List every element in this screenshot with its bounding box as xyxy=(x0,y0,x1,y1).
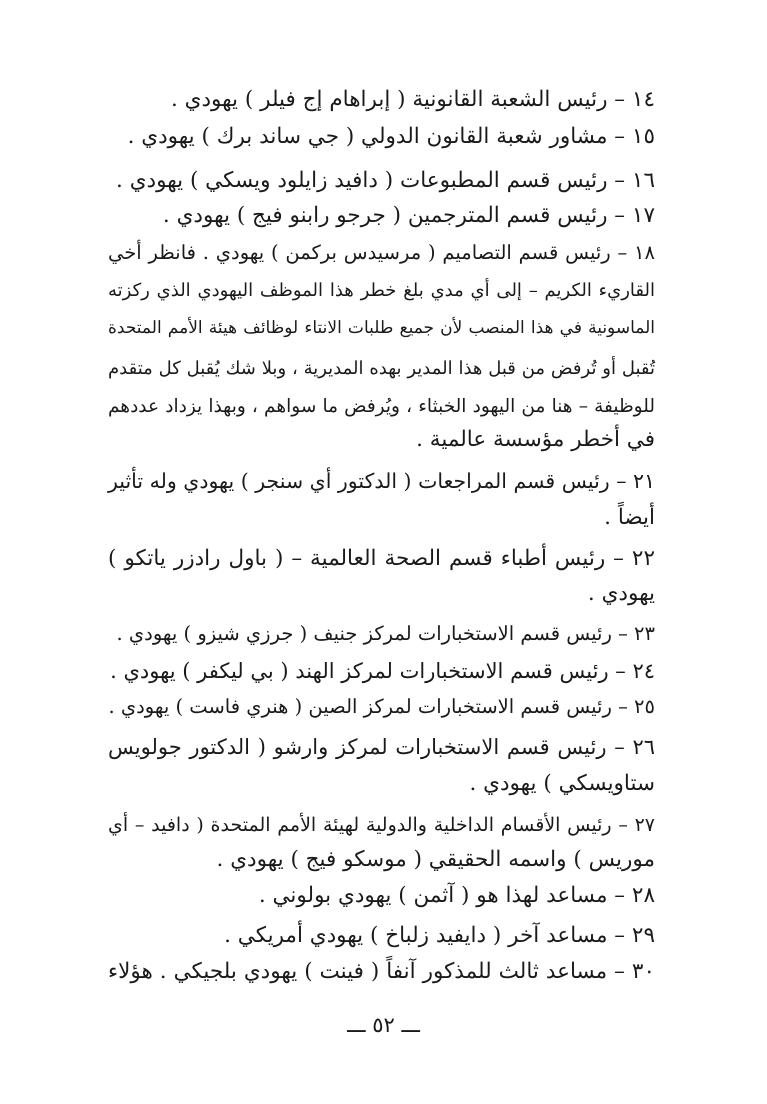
text-line-27-cont: موريس ) واسمه الحقيقي ( موسكو فيج ) يهودي . xyxy=(216,847,655,872)
text-line-18-cont-1: القاريء الكريم – إلى أي مدي بلغ خطر هذا الموظف اليهودي الذي ركزته xyxy=(108,280,655,301)
text-line-24: ٢٤ – رئيس قسم الاستخبارات لمركز الهند ( بي ليكفر ) يهودي . xyxy=(110,659,655,683)
text-line-29: ٢٩ – مساعد آخر ( دايفيد زلباخ ) يهودي أمريكي . xyxy=(224,923,655,948)
text-line-18: ١٨ – رئيس قسم التصاميم ( مرسيدس بركمن ) يهودي . فانظر أخي xyxy=(108,241,655,264)
text-line-21: ٢١ – رئيس قسم المراجعات ( الدكتور أي سنجر ) يهودي وله تأثير xyxy=(107,469,655,493)
text-line-15: ١٥ – مشاور شعبة القانون الدولي ( جي ساند برك ) يهودي . xyxy=(127,124,655,149)
text-line-22-cont: يهودي . xyxy=(587,581,655,606)
text-line-18-cont-4: للوظيفة – هنا من اليهود الخبثاء ، ويُرفض ما سواهم ، وبهذا يزداد عددهم xyxy=(108,396,655,417)
text-line-18-cont-5: في أخطر مؤسسة عالمية . xyxy=(416,427,655,452)
text-line-18-cont-2: الماسونية في هذا المنصب لأن جميع طلبات الانتاء لوظائف هيئة الأمم المتحدة xyxy=(108,318,655,338)
text-line-23: ٢٣ – رئيس قسم الاستخبارات لمركز جنيف ( جرزي شيزو ) يهودي . xyxy=(116,622,655,645)
text-line-26-cont: ستاويسكي ) يهودي . xyxy=(469,771,655,796)
text-line-17: ١٧ – رئيس قسم المترجمين ( جرجو رابنو فيج ) يهودي . xyxy=(162,203,655,228)
text-line-22: ٢٢ – رئيس أطباء قسم الصحة العالمية – ( باول رادزر ياتكو ) xyxy=(108,546,655,571)
text-line-27: ٢٧ – رئيس الأقسام الداخلية والدولية لهيئة الأمم المتحدة ( دافيد – أي xyxy=(108,814,655,836)
text-line-25: ٢٥ – رئيس قسم الاستخبارات لمركز الصين ( هنري فاست ) يهودي . xyxy=(108,695,655,718)
text-line-14: ١٤ – رئيس الشعبة القانونية ( إبراهام إج فيلر ) يهودي . xyxy=(170,87,655,112)
text-line-30: ٣٠ – مساعد ثالث للمذكور آنفاً ( فينت ) يهودي بلجيكي . هؤلاء xyxy=(108,959,655,984)
text-line-21-cont: أيضاً . xyxy=(604,505,655,530)
text-line-28: ٢٨ – مساعد لهذا هو ( آثمن ) يهودي بولوني . xyxy=(258,883,655,908)
text-line-16: ١٦ – رئيس قسم المطبوعات ( دافيد زايلود ويسكي ) يهودي . xyxy=(116,168,655,193)
text-line-18-cont-3: تُقبل أو تُرفض من قبل هذا المدير بهده المديرية ، وبلا شك يُقبل كل متقدم xyxy=(108,358,655,379)
page-number: ـــ ٥٢ ـــ xyxy=(347,1013,420,1037)
text-line-26: ٢٦ – رئيس قسم الاستخبارات لمركز وارشو ( الدكتور جولويس xyxy=(108,735,655,759)
